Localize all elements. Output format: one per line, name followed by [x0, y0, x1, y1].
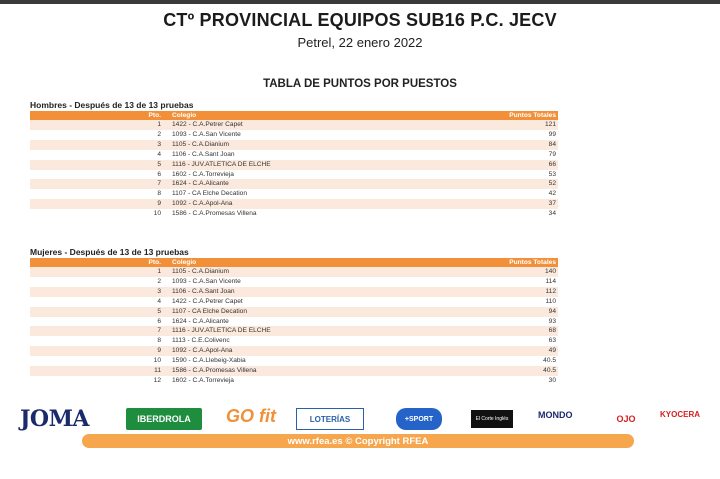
- corte-ingles-logo: El Corte Inglés: [471, 410, 513, 428]
- row-position: 1: [30, 267, 164, 277]
- row-position: 10: [30, 209, 164, 219]
- table-row: [30, 356, 558, 366]
- row-points: 53: [498, 170, 558, 180]
- row-club: 1106 - C.A.Sant Joan: [164, 287, 498, 297]
- row-club: 1093 - C.A.San Vicente: [164, 277, 498, 287]
- row-points: 110: [498, 297, 558, 307]
- loterias-logo: LOTERÍAS: [296, 408, 364, 430]
- mondo-logo: MONDO: [538, 410, 573, 420]
- table-row: [30, 179, 558, 189]
- row-points: 112: [498, 287, 558, 297]
- gofit-logo: GO fit: [226, 406, 276, 426]
- row-position: 3: [30, 287, 164, 297]
- row-points: 34: [498, 209, 558, 219]
- row-points: 63: [498, 336, 558, 346]
- table-row: [30, 346, 558, 356]
- table-row: [30, 287, 558, 297]
- row-points: 40.5: [498, 356, 558, 366]
- row-position: 1: [30, 120, 164, 130]
- row-points: 140: [498, 267, 558, 277]
- top-divider: [0, 0, 720, 4]
- row-points: 49: [498, 346, 558, 356]
- row-club: 1590 - C.A.Llebeig-Xabia: [164, 356, 498, 366]
- row-position: 2: [30, 277, 164, 287]
- row-club: 1113 - C.E.Colivenc: [164, 336, 498, 346]
- row-club: 1093 - C.A.San Vicente: [164, 130, 498, 140]
- women-table-body: [30, 267, 558, 386]
- row-points: 99: [498, 130, 558, 140]
- row-position: 10: [30, 356, 164, 366]
- row-club: 1602 - C.A.Torrevieja: [164, 376, 498, 386]
- row-club: 1602 - C.A.Torrevieja: [164, 170, 498, 180]
- table-row: [30, 267, 558, 277]
- row-position: 9: [30, 346, 164, 356]
- row-points: 40.5: [498, 366, 558, 376]
- table-row: [30, 307, 558, 317]
- row-club: 1422 - C.A.Petrer Capet: [164, 297, 498, 307]
- row-club: 1106 - C.A.Sant Joan: [164, 150, 498, 160]
- row-position: 11: [30, 366, 164, 376]
- row-points: 66: [498, 160, 558, 170]
- row-position: 6: [30, 317, 164, 327]
- men-heading: Hombres - Después de 13 de 13 pruebas: [30, 100, 194, 110]
- row-club: 1624 - C.A.Alicante: [164, 179, 498, 189]
- page-subtitle: Petrel, 22 enero 2022: [297, 35, 423, 50]
- women-standings: [30, 247, 558, 386]
- table-row: [30, 376, 558, 386]
- page-title: CTº PROVINCIAL EQUIPOS SUB16 P.C. JECV: [163, 10, 557, 30]
- col-header-club: Colegio: [164, 111, 498, 120]
- row-position: 9: [30, 199, 164, 209]
- row-position: 12: [30, 376, 164, 386]
- row-points: 79: [498, 150, 558, 160]
- ojo-logo: OJO: [616, 414, 636, 424]
- men-table-body: [30, 120, 558, 219]
- row-club: 1107 - CA Elche Decation: [164, 189, 498, 199]
- sport-logo: +SPORT: [396, 408, 442, 430]
- table-row: [30, 336, 558, 346]
- row-club: 1586 - C.A.Promesas Villena: [164, 366, 498, 376]
- row-points: 42: [498, 189, 558, 199]
- men-table: [30, 111, 558, 219]
- men-standings: [30, 100, 558, 219]
- row-club: 1586 - C.A.Promesas Villena: [164, 209, 498, 219]
- table-row: [30, 130, 558, 140]
- row-points: 84: [498, 140, 558, 150]
- table-row: [30, 297, 558, 307]
- row-position: 8: [30, 189, 164, 199]
- row-position: 7: [30, 326, 164, 336]
- footer-copyright: www.rfea.es © Copyright RFEA: [287, 435, 429, 447]
- row-position: 6: [30, 170, 164, 180]
- row-points: 114: [498, 277, 558, 287]
- table-row: [30, 160, 558, 170]
- table-row: [30, 150, 558, 160]
- col-header-pts: Puntos Totales: [498, 111, 558, 120]
- row-club: 1092 - C.A.Apol-Ana: [164, 199, 498, 209]
- row-position: 3: [30, 140, 164, 150]
- section-title: TABLA DE PUNTOS POR PUESTOS: [263, 78, 457, 90]
- row-club: 1116 - JUV.ATLETICA DE ELCHE: [164, 326, 498, 336]
- row-club: 1105 - C.A.Dianium: [164, 267, 498, 277]
- table-row: [30, 170, 558, 180]
- table-row: [30, 209, 558, 219]
- row-club: 1116 - JUV.ATLETICA DE ELCHE: [164, 160, 498, 170]
- row-points: 68: [498, 326, 558, 336]
- table-row: [30, 317, 558, 327]
- row-club: 1092 - C.A.Apol-Ana: [164, 346, 498, 356]
- row-position: 5: [30, 307, 164, 317]
- row-club: 1107 - CA Elche Decation: [164, 307, 498, 317]
- iberdrola-logo: IBERDROLA: [126, 408, 202, 430]
- row-club: 1422 - C.A.Petrer Capet: [164, 120, 498, 130]
- table-row: [30, 189, 558, 199]
- row-club: 1105 - C.A.Dianium: [164, 140, 498, 150]
- row-position: 4: [30, 150, 164, 160]
- kyocera-logo: KYOCERA: [660, 410, 701, 419]
- row-points: 30: [498, 376, 558, 386]
- row-points: 121: [498, 120, 558, 130]
- row-position: 5: [30, 160, 164, 170]
- sponsor-strip: [16, 404, 712, 436]
- joma-logo: JOMA: [20, 406, 89, 432]
- row-position: 7: [30, 179, 164, 189]
- col-header-pos: Pto.: [30, 258, 164, 267]
- row-points: 94: [498, 307, 558, 317]
- row-points: 93: [498, 317, 558, 327]
- table-row: [30, 366, 558, 376]
- table-row: [30, 140, 558, 150]
- col-header-pos: Pto.: [30, 111, 164, 120]
- col-header-pts: Puntos Totales: [498, 258, 558, 267]
- row-points: 52: [498, 179, 558, 189]
- footer-bar: [82, 434, 634, 448]
- row-position: 2: [30, 130, 164, 140]
- table-row: [30, 326, 558, 336]
- row-club: 1624 - C.A.Alicante: [164, 317, 498, 327]
- table-row: [30, 199, 558, 209]
- table-row: [30, 277, 558, 287]
- row-position: 4: [30, 297, 164, 307]
- row-position: 8: [30, 336, 164, 346]
- women-table: [30, 258, 558, 386]
- women-heading: Mujeres - Después de 13 de 13 pruebas: [30, 247, 189, 257]
- men-header-row: [30, 111, 558, 120]
- col-header-club: Colegio: [164, 258, 498, 267]
- row-points: 37: [498, 199, 558, 209]
- table-row: [30, 120, 558, 130]
- women-header-row: [30, 258, 558, 267]
